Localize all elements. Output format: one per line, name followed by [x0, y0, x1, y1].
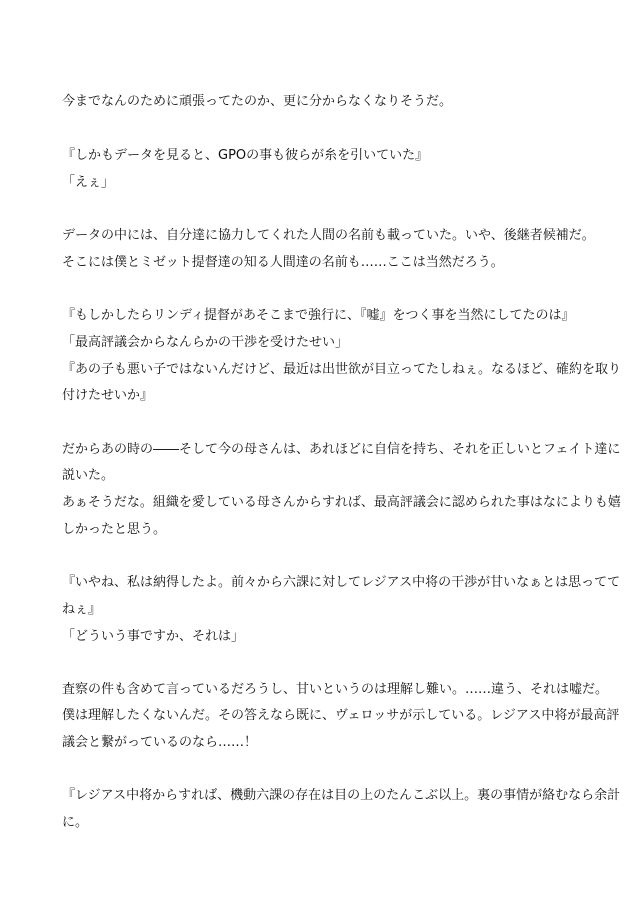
text-line: だからあの時の――そして今の母さんは、あれほどに自信を持ち、それを正しいとフェイト達に: [62, 442, 621, 457]
text-line: しかったと思う。: [62, 522, 167, 537]
text-line: に。: [62, 815, 89, 830]
text-line: 『あの子も悪い子ではないんだけど、最近は出世欲が目立ってたしねぇ。なるほど、確約を取り: [62, 362, 622, 377]
text-line: 『もしかしたらリンディ提督があそこまで強行に、『嘘』をつく事を当然にしてたのは』: [62, 308, 575, 323]
text-line: あぁそうだな。組織を愛している母さんからすれば、最高評議会に認められた事はなによりも嬉: [62, 495, 621, 510]
text-line: 「えぇ」: [62, 175, 115, 190]
text-line: 説いた。: [62, 468, 115, 483]
text-line: 『しかもデータを見ると、GPOの事も彼らが糸を引いていた』: [62, 148, 429, 163]
text-line: 僕は理解したくないんだ。その答えなら既に、ヴェロッサが示している。レジアス中将が最高評: [62, 708, 620, 723]
text-line: データの中には、自分達に協力してくれた人間の名前も載っていた。いや、後継者候補だ。: [62, 228, 595, 243]
text-line: 議会と繋がっているのなら……！: [62, 735, 258, 750]
text-line: 査察の件も含めて言っているだろうし、甘いというのは理解し難い。……違う、それは嘘だ。: [62, 682, 609, 697]
text-line: そこには僕とミゼット提督達の知る人間達の名前も……ここは当然だろう。: [62, 255, 504, 270]
text-line: 今までなんのために頑張ってたのか、更に分からなくなりそうだ。: [62, 94, 453, 109]
text-line: 『いやね、私は納得したよ。前々から六課に対してレジアス中将の干渉が甘いなぁとは思ってて: [62, 575, 621, 590]
text-line: 「どういう事ですか、それは」: [62, 629, 245, 644]
text-line: ねぇ』: [62, 602, 102, 617]
text-line: 「最高評議会からなんらかの干渉を受けたせい」: [62, 335, 349, 350]
text-line: 付けたせいか』: [62, 388, 154, 403]
text-line: 『レジアス中将からすれば、機動六課の存在は目の上のたんこぶ以上。裏の事情が絡むなら余計: [62, 788, 621, 803]
